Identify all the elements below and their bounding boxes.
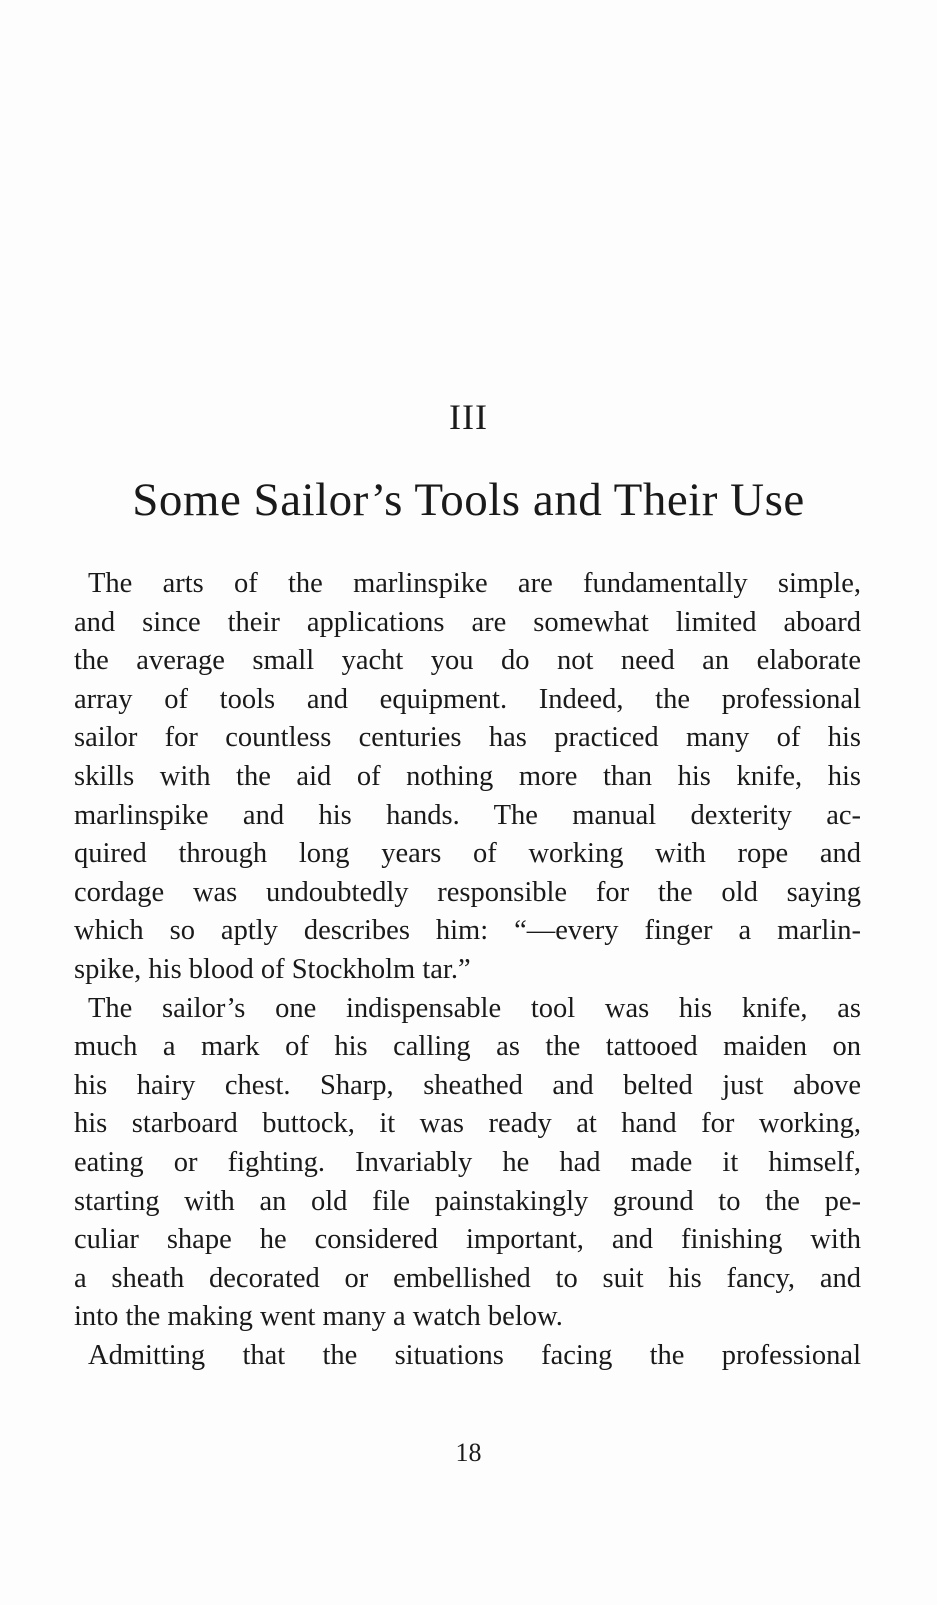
chapter-number: III xyxy=(449,397,488,437)
text-line: The arts of the marlinspike are fundamentally simple, xyxy=(88,568,861,599)
text-line: quired through long years of working with rope and xyxy=(74,838,861,870)
page-number: 18 xyxy=(455,1438,482,1467)
text-line: skills with the aid of nothing more than his knife, his xyxy=(74,760,861,792)
text-line: sailor for countless centuries has practiced many of his xyxy=(74,722,861,754)
text-line: Admitting that the situations facing the professional xyxy=(88,1339,861,1371)
text-line: marlinspike and his hands. The manual dexterity ac- xyxy=(74,799,861,831)
text-line: The sailor’s one indispensable tool was his knife, as xyxy=(88,992,861,1024)
text-line: eating or fighting. Invariably he had made it himself, xyxy=(74,1146,861,1178)
text-line: into the making went many a watch below. xyxy=(74,1301,563,1333)
text-line: his hairy chest. Sharp, sheathed and belted just above xyxy=(74,1069,861,1101)
text-line: culiar shape he considered important, and finishing with xyxy=(74,1224,861,1256)
text-line: much a mark of his calling as the tattooed maiden on xyxy=(74,1031,861,1063)
text-line: his starboard buttock, it was ready at hand for working, xyxy=(74,1108,861,1140)
chapter-title: Some Sailor’s Tools and Their Use xyxy=(132,474,805,526)
text-line: a sheath decorated or embellished to suit his fancy, and xyxy=(74,1262,861,1294)
body-text xyxy=(74,565,861,1375)
text-line: the average small yacht you do not need an elaborate xyxy=(74,645,861,677)
text-line: starting with an old file painstakingly ground to the pe- xyxy=(74,1185,861,1217)
text-line: array of tools and equipment. Indeed, the professional xyxy=(74,683,861,715)
text-line: cordage was undoubtedly responsible for the old saying xyxy=(74,876,861,908)
text-line: spike, his blood of Stockholm tar.” xyxy=(74,953,471,985)
text-line: which so aptly describes him: “—every finger a marlin- xyxy=(74,915,861,947)
text-line: and since their applications are somewhat limited aboard xyxy=(74,606,861,638)
